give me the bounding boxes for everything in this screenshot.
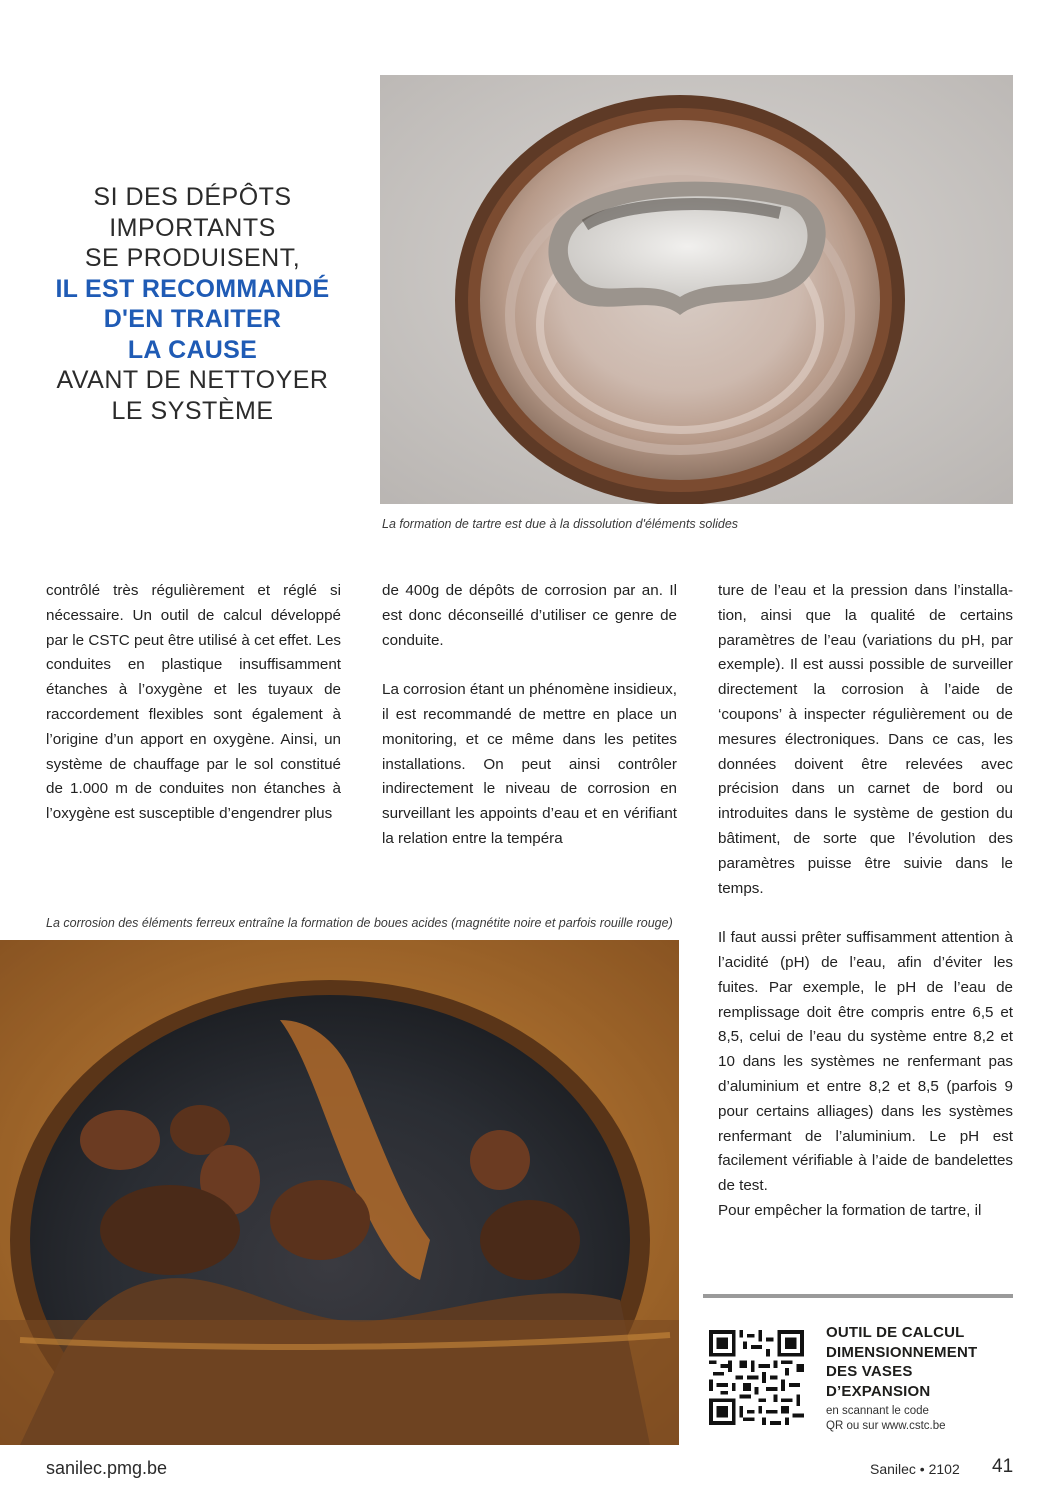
qr-sub-line: QR ou sur www.cstc.be (826, 1419, 946, 1432)
body-paragraph: Pour empêcher la formation de tartre, il (718, 1201, 982, 1219)
pull-quote-emphasis: D'EN TRAITER (103, 305, 282, 333)
qr-title-line: OUTIL DE CALCUL (826, 1324, 965, 1341)
pull-quote-line: AVANT DE NETTOYER (56, 366, 329, 394)
pull-quote-line: LE SYSTÈME (111, 396, 274, 425)
scaled-pipe-photo (380, 75, 1013, 504)
qr-box-subtitle (826, 1404, 1016, 1433)
qr-title-line: DES VASES (826, 1363, 913, 1380)
qr-section-rule (703, 1294, 1013, 1298)
qr-title-line: D’EXPANSION (826, 1382, 931, 1400)
body-paragraph: La corrosion étant un phénomène insidieux, il est recommandé de mettre en place un monitoring, et ce même dans les petites installations. On peut ainsi contrôler indirectement le niveau de corrosion en surveillant les appoints d’eau et en vérifiant la relation entre la tempéra (382, 681, 677, 847)
body-paragraph: Il faut aussi prêter suffisamment attention à l’acidité (pH) de l’eau, afin d’éviter les fuites. Par exemple, le pH de l’eau de remplissage doit être compris entre 6,5 et 8,5, celui de l’eau du système entre 8,2 et 10 dans les systèmes ne renfermant pas d’aluminium et entre 8,2 et 8,5 (parfois 9 pour certains alliages) dans les systèmes renfermant de l’aluminium. Le pH est facilement vérifiable à l’aide de bandelettes de test. (718, 929, 1013, 1195)
qr-box-title (826, 1323, 1016, 1401)
pull-quote-line: SI DES DÉPÔTS (93, 183, 292, 211)
page-number: 41 (992, 1456, 1014, 1477)
pull-quote-emphasis: LA CAUSE (127, 335, 258, 364)
body-column-3 (718, 579, 1013, 1224)
body-paragraph: de 400g de dépôts de corrosion par an. Il est donc déconseillé d’utiliser ce genre de conduite. (382, 582, 677, 649)
body-paragraph: ture de l’eau et la pression dans l’installation, ainsi que la qualité de certains paramètres de l’eau (variations du pH, par exemple). Il est aussi possible de surveiller directement la corrosion à l’aide de ‘coupons’ à inspecter régulièrement ou de mesures électroniques. Dans ce cas, les données doivent être relevées avec précision dans un carnet de bord ou introduites dans le système de gestion du bâtiment, de sorte que l’évolution des paramètres puisse être suivie dans le temps. (718, 582, 1013, 897)
pull-quote (40, 182, 345, 426)
qr-sub-line: en scannant le code (826, 1405, 929, 1417)
body-paragraph: contrôlé très régulièrement et réglé si nécessaire. Un outil de calcul développé par le CSTC peut être utilisé à cet effet. Les conduites en plastique insuffisamment étanches à l’oxygène et les tuyaux de raccordement flexibles sont également à l’origine d’un apport en oxygène. Ainsi, un système de chauffage par le sol constitué de 1.000 m de conduites non étanches à l’oxygène est susceptible d’engendrer plus (46, 582, 341, 823)
bottom-photo-caption: La corrosion des éléments ferreux entraîne la formation de boues acides (magnétite noire et parfois rouille rouge) (46, 916, 673, 930)
pull-quote-line: IMPORTANTS (109, 213, 276, 242)
qr-code-icon[interactable] (709, 1330, 804, 1425)
body-column-2 (382, 579, 677, 852)
pull-quote-line: SE PRODUISENT, (84, 244, 301, 272)
pull-quote-emphasis: IL EST RECOMMANDÉ (55, 274, 330, 303)
footer-issue: Sanilec • 2102 (870, 1461, 960, 1477)
corroded-pipe-photo (0, 940, 679, 1445)
top-photo-caption: La formation de tartre est due à la dissolution d'éléments solides (382, 517, 739, 531)
body-column-1 (46, 579, 341, 827)
footer-website-link[interactable]: sanilec.pmg.be (46, 1458, 168, 1478)
qr-title-line: DIMENSIONNEMENT (826, 1343, 978, 1361)
